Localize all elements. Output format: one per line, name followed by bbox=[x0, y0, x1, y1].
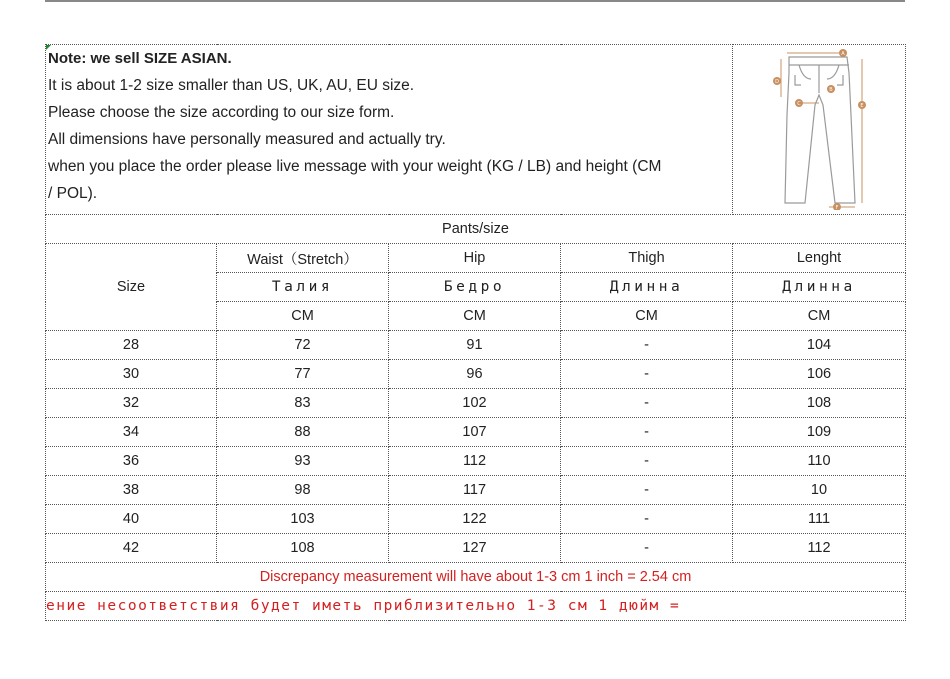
col-header-length: Lenght bbox=[733, 244, 906, 273]
cell-thigh: - bbox=[561, 418, 733, 447]
svg-text:E: E bbox=[860, 103, 864, 109]
svg-text:F: F bbox=[835, 205, 839, 210]
top-rule bbox=[45, 0, 905, 2]
cell-length: 109 bbox=[733, 418, 906, 447]
table-row bbox=[46, 476, 906, 505]
note-line: when you place the order please live message with your weight (KG / LB) and height (CM bbox=[48, 158, 662, 175]
cell-hip: 127 bbox=[389, 534, 561, 563]
cell-waist: 77 bbox=[217, 360, 389, 389]
cell-size: 32 bbox=[46, 389, 217, 418]
table-row bbox=[46, 418, 906, 447]
corner-mark-icon bbox=[46, 45, 51, 50]
table-row bbox=[46, 534, 906, 563]
cell-waist: 72 bbox=[217, 331, 389, 360]
table-row bbox=[46, 447, 906, 476]
col-header-thigh: Thigh bbox=[561, 244, 733, 273]
col-unit: CM bbox=[733, 302, 906, 331]
cell-thigh: - bbox=[561, 476, 733, 505]
size-chart bbox=[45, 44, 906, 621]
note-title: Note: we sell SIZE ASIAN. bbox=[48, 50, 232, 67]
cell-size: 38 bbox=[46, 476, 217, 505]
cell-thigh: - bbox=[561, 360, 733, 389]
cell-waist: 88 bbox=[217, 418, 389, 447]
table-title: Pants/size bbox=[46, 215, 906, 244]
cell-waist: 103 bbox=[217, 505, 389, 534]
cell-hip: 117 bbox=[389, 476, 561, 505]
cell-length: 111 bbox=[733, 505, 906, 534]
col-header-length-ru: Длинна bbox=[733, 273, 906, 302]
cell-size: 42 bbox=[46, 534, 217, 563]
cell-thigh: - bbox=[561, 447, 733, 476]
note-line: / POL). bbox=[48, 185, 98, 202]
cell-hip: 91 bbox=[389, 331, 561, 360]
col-unit: CM bbox=[561, 302, 733, 331]
table-row bbox=[46, 505, 906, 534]
col-header-waist: Waist（Stretch） bbox=[217, 244, 389, 273]
note-line: Please choose the size according to our size form. bbox=[48, 104, 395, 121]
col-header-hip: Hip bbox=[389, 244, 561, 273]
cell-waist: 108 bbox=[217, 534, 389, 563]
title-row bbox=[46, 215, 906, 244]
svg-text:A: A bbox=[841, 51, 845, 57]
cell-hip: 122 bbox=[389, 505, 561, 534]
cell-hip: 107 bbox=[389, 418, 561, 447]
cell-size: 30 bbox=[46, 360, 217, 389]
svg-text:D: D bbox=[775, 79, 779, 85]
cell-length: 112 bbox=[733, 534, 906, 563]
footer-row-ru bbox=[46, 592, 906, 621]
cell-length: 106 bbox=[733, 360, 906, 389]
discrepancy-note: Discrepancy measurement will have about 1-3 cm 1 inch = 2.54 cm bbox=[46, 563, 906, 592]
cell-size: 28 bbox=[46, 331, 217, 360]
cell-size: 36 bbox=[46, 447, 217, 476]
cell-length: 10 bbox=[733, 476, 906, 505]
cell-hip: 112 bbox=[389, 447, 561, 476]
col-unit: CM bbox=[389, 302, 561, 331]
pants-outline-icon bbox=[759, 45, 879, 210]
svg-text:B: B bbox=[829, 87, 833, 93]
cell-waist: 83 bbox=[217, 389, 389, 418]
cell-size: 34 bbox=[46, 418, 217, 447]
cell-waist: 93 bbox=[217, 447, 389, 476]
col-unit: CM bbox=[217, 302, 389, 331]
cell-thigh: - bbox=[561, 331, 733, 360]
cell-length: 110 bbox=[733, 447, 906, 476]
note-row bbox=[46, 45, 906, 215]
cell-size: 40 bbox=[46, 505, 217, 534]
table-row bbox=[46, 389, 906, 418]
size-header: Size bbox=[46, 244, 217, 331]
table-row bbox=[46, 331, 906, 360]
cell-hip: 102 bbox=[389, 389, 561, 418]
cell-thigh: - bbox=[561, 534, 733, 563]
cell-hip: 96 bbox=[389, 360, 561, 389]
cell-thigh: - bbox=[561, 389, 733, 418]
cell-length: 108 bbox=[733, 389, 906, 418]
cell-thigh: - bbox=[561, 505, 733, 534]
note-block bbox=[46, 45, 733, 215]
note-line: All dimensions have personally measured and actually try. bbox=[48, 131, 446, 148]
svg-text:C: C bbox=[797, 101, 801, 107]
col-header-hip-ru: Бедро bbox=[389, 273, 561, 302]
cell-length: 104 bbox=[733, 331, 906, 360]
pants-diagram-cell bbox=[733, 45, 906, 215]
note-line: It is about 1-2 size smaller than US, UK, AU, EU size. bbox=[48, 77, 415, 94]
table-row bbox=[46, 360, 906, 389]
footer-row-en bbox=[46, 563, 906, 592]
header-row-en bbox=[46, 244, 906, 273]
col-header-waist-ru: Талия bbox=[217, 273, 389, 302]
cell-waist: 98 bbox=[217, 476, 389, 505]
col-header-thigh-ru: Длинна bbox=[561, 273, 733, 302]
discrepancy-note-ru: ение несоответствия будет иметь приблизительно 1-3 см 1 дюйм = bbox=[46, 592, 906, 621]
